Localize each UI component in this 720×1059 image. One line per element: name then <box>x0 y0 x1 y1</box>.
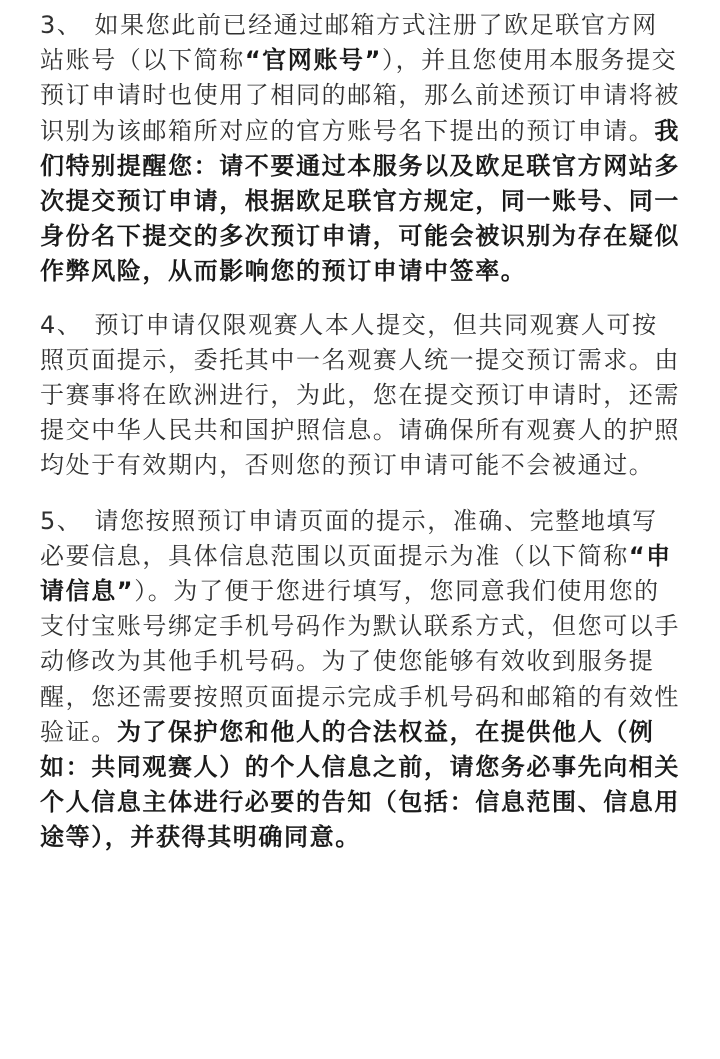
clause-text: 如果您此前已经通过邮箱方式注册了欧足联官方网站账号（以下简称 <box>40 11 658 75</box>
clause-number: 5、 <box>40 506 83 535</box>
clause-5 <box>40 504 683 856</box>
clause-4 <box>40 308 683 484</box>
clause-text: 预订申请仅限观赛人本人提交，但共同观赛人可按照页面提示，委托其中一名观赛人统一提交预订需求。由于赛事将在欧洲进行，为此，您在提交预订申请时，还需提交中华人民共和国护照信息。请确保所有观赛人的护照均处于有效期内，否则您的预订申请可能不会被通过。 <box>40 310 680 480</box>
term-official-account: “官网账号” <box>244 46 382 75</box>
clause-number: 3、 <box>40 11 83 39</box>
clause-text: 请您按照预订申请页面的提示，准确、完整地填写必要信息，具体信息范围以页面提示为准（以下简称 <box>40 506 658 570</box>
warning-text: 我们特别提醒您：请不要通过本服务以及欧足联官方网站多次提交预订申请，根据欧足联官方规定，同一账号、同一身份名下提交的多次预订申请，可能会被识别为存在疑似作弊风险，从而影响您的预订申请中签率。 <box>40 116 681 286</box>
consent-notice-text: 为了保护您和他人的合法权益，在提供他人（例如：共同观赛人）的个人信息之前，请您务必事先向相关个人信息主体进行必要的告知（包括：信息范围、信息用途等），并获得其明确同意。 <box>40 717 680 852</box>
clause-text: ）。为了便于您进行填写，您同意我们使用您的支付宝账号绑定手机号码作为默认联系方式，但您可以手动修改为其他手机号码。为了使您能够有效收到服务提醒，您还需要按照页面提示完成手机号码和邮箱的有效性验证。 <box>40 577 680 746</box>
term-application-info: “申请信息” <box>40 541 672 606</box>
clause-text: ），并且您使用本服务提交预订申请时也使用了相同的邮箱，那么前述预订申请将被识别为该邮箱所对应的官方账号名下提出的预订申请。 <box>40 46 680 145</box>
clause-number: 4、 <box>40 310 83 339</box>
clause-3 <box>40 0 683 290</box>
